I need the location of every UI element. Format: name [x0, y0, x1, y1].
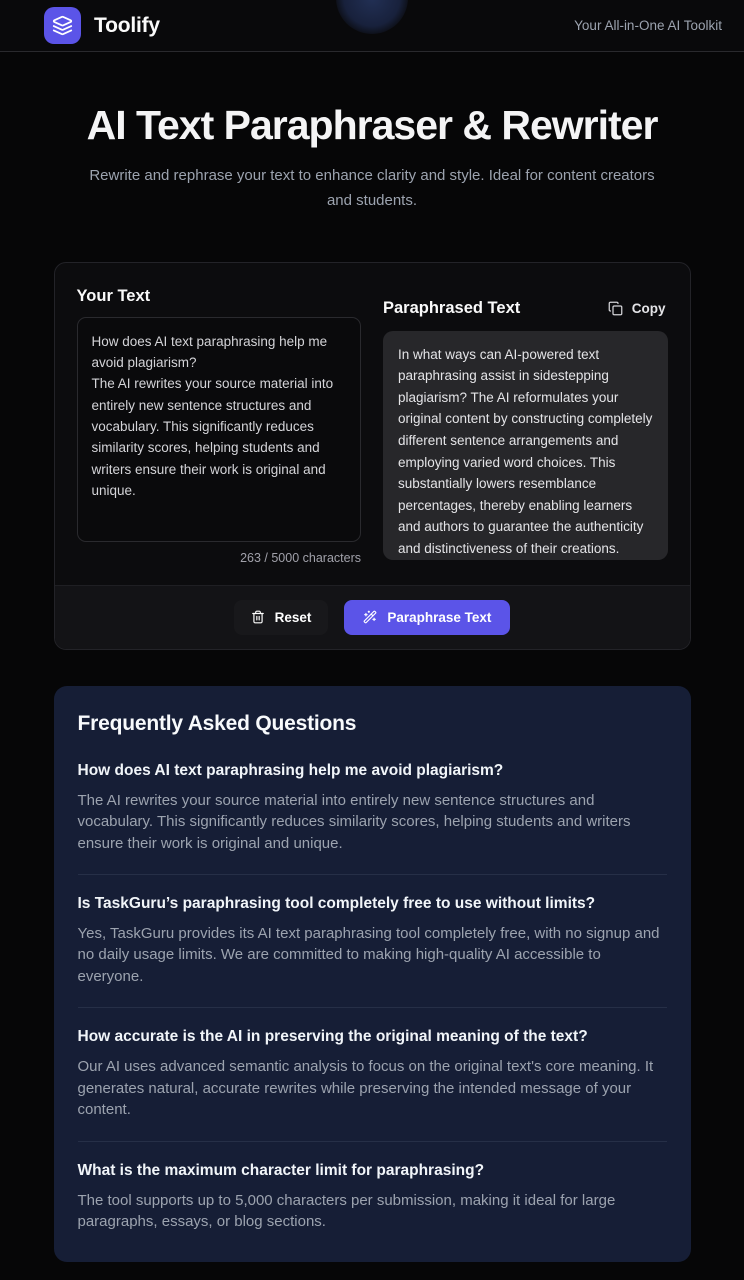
source-text-input[interactable] — [77, 317, 362, 542]
character-counter: 263 / 5000 characters — [240, 550, 361, 565]
source-column — [77, 287, 362, 565]
paraphrased-output: In what ways can AI-powered text paraphrasing assist in sidestepping plagiarism? The AI reformulates your original content by constructing completely different sentence arrangements and employing varied word choices. This substantially lowers resemblance percentages, thereby enabling learners and authors to guarantee the authenticity and distinctiveness of their creations. — [383, 331, 668, 560]
faq-answer: Yes, TaskGuru provides its AI text paraphrasing tool completely free, with no signup and no daily usage limits. We are committed to making high-quality AI accessible to everyone. — [77, 924, 660, 985]
output-title: Paraphrased Text — [383, 298, 521, 317]
faq-question: Is TaskGuru’s paraphrasing tool completely free to use without limits? — [77, 894, 596, 912]
paraphrase-button-label: Paraphrase Text — [387, 609, 492, 625]
faq-title: Frequently Asked Questions — [77, 711, 357, 735]
faq-item — [78, 762, 667, 875]
app-header — [0, 0, 744, 52]
reset-button[interactable] — [234, 600, 329, 635]
faq-item — [78, 875, 667, 1008]
faq-question: How accurate is the AI in preserving the original meaning of the text? — [77, 1028, 588, 1046]
main-content — [54, 52, 691, 1262]
output-header — [383, 299, 668, 318]
faq-question: How does AI text paraphrasing help me avoid plagiarism? — [77, 761, 504, 779]
faq-question: What is the maximum character limit for paraphrasing? — [77, 1161, 485, 1179]
paraphraser-tool-card — [54, 262, 691, 650]
page-title: AI Text Paraphraser & Rewriter — [86, 102, 658, 148]
faq-item — [78, 1142, 667, 1233]
faq-list — [78, 762, 667, 1233]
faq-answer: The tool supports up to 5,000 characters per submission, making it ideal for large paragraphs, essays, or blog sections. — [77, 1191, 616, 1231]
faq-item — [78, 1008, 667, 1141]
source-text-label: Your Text — [76, 286, 151, 305]
tool-body — [55, 263, 690, 585]
copy-button[interactable] — [606, 299, 668, 318]
faq-section — [54, 686, 691, 1263]
copy-icon — [608, 301, 623, 316]
decorative-glow — [336, 0, 408, 34]
header-tagline: Your All-in-One AI Toolkit — [574, 18, 722, 33]
reset-button-label: Reset — [274, 609, 312, 625]
brand-name: Toolify — [94, 13, 160, 37]
faq-answer: The AI rewrites your source material into entirely new sentence structures and vocabulary. This significantly reduces similarity scores, helping students and writers ensure their work is original and unique. — [77, 791, 631, 852]
paraphrase-button[interactable] — [344, 600, 510, 635]
tool-footer — [55, 585, 690, 649]
wand-sparkles-icon — [363, 610, 377, 624]
page-subtitle: Rewrite and rephrase your text to enhance clarity and style. Ideal for content creators and students. — [89, 167, 655, 209]
brand-logo[interactable] — [44, 7, 160, 44]
trash-icon — [251, 610, 265, 624]
faq-answer: Our AI uses advanced semantic analysis to focus on the original text's core meaning. It generates natural, accurate rewrites while preserving the intended message of your content. — [77, 1058, 654, 1119]
output-column — [383, 287, 668, 565]
copy-button-label: Copy — [631, 300, 666, 316]
layers-icon — [44, 7, 81, 44]
hero-section — [54, 52, 691, 214]
